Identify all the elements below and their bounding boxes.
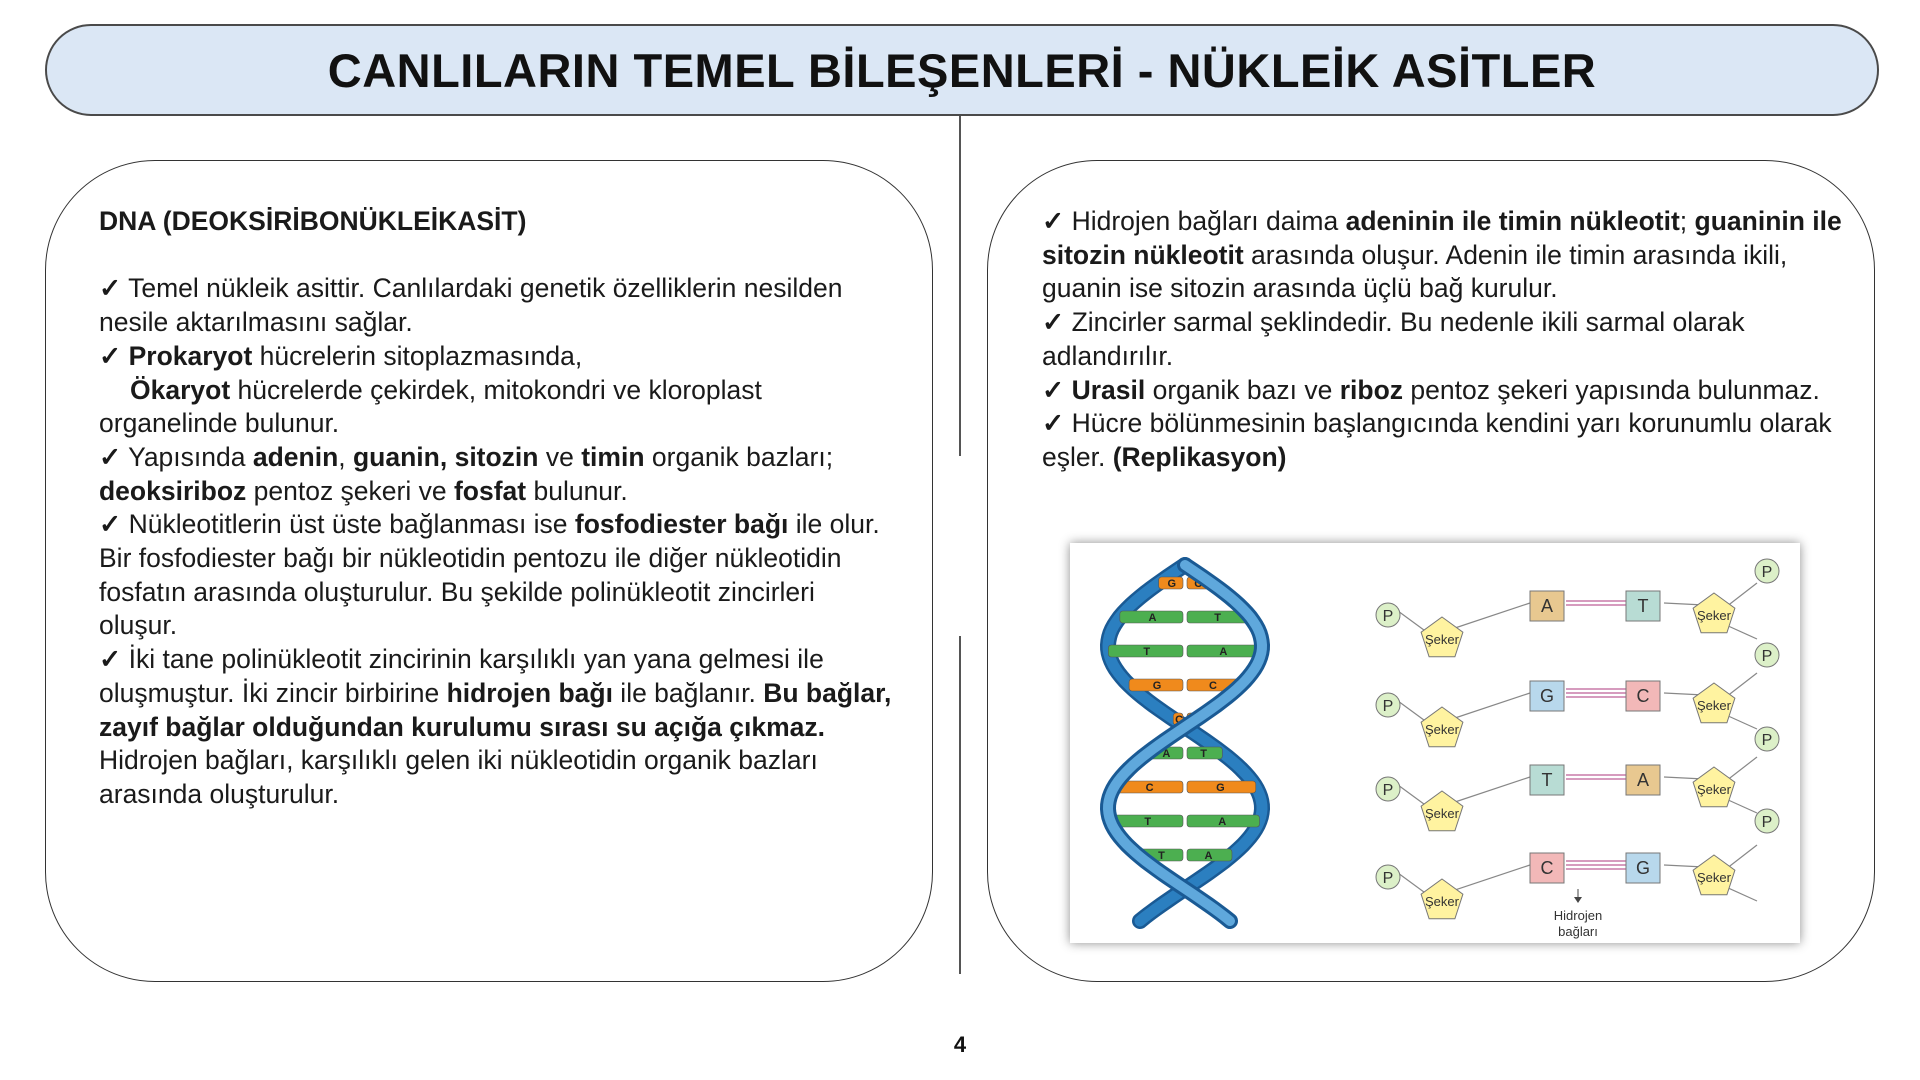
right-sugar-label: Şeker	[1697, 698, 1731, 713]
right-panel	[987, 160, 1875, 982]
right-sugar-phosphate-link	[1726, 625, 1757, 639]
left-sugar-label: Şeker	[1425, 894, 1459, 909]
right-sugar-phosphate-link	[1726, 887, 1757, 901]
right-phosphate-sugar-link	[1726, 583, 1757, 607]
left-paragraph-2	[99, 340, 899, 441]
ladder-base-right-label: T	[1637, 596, 1649, 616]
helix-base-label-right: T	[1214, 612, 1221, 624]
left-phosphate-sugar-link	[1398, 785, 1428, 807]
right-paragraph-2	[1042, 306, 1842, 373]
helix-base-label-left: A	[1162, 748, 1171, 760]
left-p3-t4: organik bazları;	[644, 441, 834, 472]
left-p3-t2: ,	[338, 441, 353, 472]
deoksiriboz-term: deoksiriboz	[99, 475, 247, 506]
ladder-base-right-label: C	[1636, 686, 1650, 706]
hbond-label-2: bağları	[1558, 924, 1598, 939]
dna-structure-figure	[1070, 543, 1800, 943]
right-phosphate-sugar-link	[1726, 673, 1757, 697]
right-phosphate-0-label: P	[1761, 564, 1773, 581]
left-paragraph-3	[99, 441, 899, 508]
right-p1-t1: Hidrojen bağları daima	[1071, 206, 1346, 236]
left-sugar-base-link	[1452, 865, 1530, 891]
timin-term: timin	[581, 441, 645, 472]
left-phosphate-sugar-link	[1398, 701, 1428, 723]
right-p3-t1: organik bazı ve	[1145, 374, 1340, 405]
right-phosphate-1-label: P	[1761, 648, 1773, 665]
left-p3-t6: bulunur.	[526, 475, 628, 506]
ladder-base-right-label: G	[1635, 858, 1651, 878]
left-phosphate-sugar-link	[1398, 873, 1428, 895]
center-divider-top	[959, 116, 961, 456]
right-p1-t3: arasında oluşur. Adenin ile timin arasında ikili, guanin ise sitozin arasında üçlü bağ kurulur.	[1042, 239, 1788, 304]
right-p3-t2: pentoz şekeri yapısında bulunmaz.	[1403, 374, 1820, 405]
checkmark-icon: ✓	[1042, 374, 1065, 405]
replikasyon-term: (Replikasyon)	[1112, 441, 1287, 472]
right-p1-t2: ;	[1679, 206, 1695, 236]
right-sugar-phosphate-link	[1726, 799, 1757, 813]
right-paragraph-3	[1042, 374, 1842, 408]
helix-base-label-right: A	[1218, 816, 1227, 828]
left-phosphate-label: P	[1382, 870, 1394, 887]
left-paragraph-1	[99, 272, 899, 339]
helix-base-label-left: A	[1148, 612, 1157, 624]
left-panel-content	[99, 205, 899, 812]
helix-base-label-left: G	[1152, 680, 1162, 692]
left-p2-text1: hücrelerin sitoplazmasında,	[252, 340, 583, 371]
left-p2-text2: hücrelerde çekirdek, mitokondri ve kloroplast organelinde bulunur.	[99, 374, 762, 439]
helix-base-label-right: A	[1219, 646, 1228, 658]
checkmark-icon: ✓	[99, 644, 122, 675]
helix-base-label-right: C	[1194, 578, 1203, 590]
right-phosphate-2-label: P	[1761, 732, 1773, 749]
helix-base-label-left: G	[1167, 578, 1177, 590]
right-sugar-label: Şeker	[1697, 608, 1731, 623]
right-phosphate-sugar-link	[1726, 845, 1757, 869]
left-p3-t1: Yapısında	[128, 441, 253, 472]
ladder-base-left-label: G	[1539, 686, 1555, 706]
right-sugar-phosphate-link	[1726, 715, 1757, 729]
helix-base-label-left: T	[1143, 646, 1151, 658]
right-paragraph-4	[1042, 407, 1842, 474]
right-panel-content	[1042, 205, 1842, 475]
left-p5-t1: İki tane polinükleotit zincirinin karşılıklı yan yana gelmesi ile oluşmuştur. İki zincir birbirine	[99, 644, 824, 708]
center-divider-bottom	[959, 636, 961, 974]
hbond-arrow-head	[1574, 897, 1582, 903]
helix-base-label-left: T	[1144, 816, 1152, 828]
dna-diagram	[1070, 543, 1800, 943]
right-paragraph-1	[1042, 205, 1842, 306]
checkmark-icon: ✓	[1042, 307, 1065, 338]
ladder-base-right-label: A	[1636, 770, 1650, 790]
helix-base-label-right: C	[1208, 680, 1217, 692]
prokaryot-term: Prokaryot	[128, 340, 253, 371]
left-phosphate-label: P	[1382, 698, 1394, 715]
guanin-sitozin-nukleotit-term: guaninin ile sitozin nükleotit	[1042, 206, 1842, 270]
guanin-sitozin-term: guanin, sitozin	[353, 441, 539, 472]
helix-base-label-left: C	[1175, 714, 1184, 726]
checkmark-icon: ✓	[99, 441, 122, 472]
hidrojen-bagi-term: hidrojen bağı	[446, 677, 613, 708]
left-p4-t2: ile olur. Bir fosfodiester bağı bir nükleotidin pentozu ile diğer nükleotidin fosfatın arasında oluşturulur. Bu şekilde polinükleotit zincirleri oluşur.	[99, 509, 880, 641]
left-sugar-label: Şeker	[1425, 806, 1459, 821]
left-panel	[45, 160, 933, 982]
ladder-base-left-label: A	[1540, 596, 1554, 616]
checkmark-icon: ✓	[99, 340, 122, 371]
helix-base-label-right: G	[1186, 714, 1196, 726]
left-paragraph-5	[99, 643, 899, 812]
ladder-base-left-label: C	[1540, 858, 1554, 878]
helix-base-label-right: T	[1200, 748, 1208, 760]
page-title: CANLILARIN TEMEL BİLEŞENLERİ - NÜKLEİK ASİTLER	[327, 43, 1597, 97]
fosfodiester-term: fosfodiester bağı	[574, 509, 789, 540]
left-sugar-label: Şeker	[1425, 722, 1459, 737]
dna-heading: DNA (DEOKSİRİBONÜKLEİKASİT)	[99, 206, 527, 236]
left-phosphate-sugar-link	[1398, 611, 1428, 633]
right-p2-text: Zincirler sarmal şeklindedir. Bu nedenle ikili sarmal olarak adlandırılır.	[1042, 307, 1745, 371]
helix-base-label-left: T	[1158, 850, 1165, 862]
right-sugar-label: Şeker	[1697, 782, 1731, 797]
left-p5-t2: ile bağlanır.	[612, 677, 764, 708]
left-p3-t5: pentoz şekeri ve	[246, 475, 454, 506]
left-p2-indent	[99, 375, 230, 405]
hbond-label-1: Hidrojen	[1553, 908, 1603, 923]
checkmark-icon: ✓	[99, 273, 122, 304]
zayif-bag-statement: Bu bağlar, zayıf bağlar olduğundan kurulumu sırası su açığa çıkmaz.	[99, 677, 892, 742]
left-sugar-base-link	[1452, 777, 1530, 803]
checkmark-icon: ✓	[1042, 206, 1065, 236]
helix-base-label-right: G	[1216, 782, 1225, 794]
checkmark-icon: ✓	[1042, 408, 1065, 439]
left-p4-t1: Nükleotitlerin üst üste bağlanması ise	[128, 509, 575, 540]
left-p1-text: Temel nükleik asittir. Canlılardaki genetik özelliklerin nesilden nesile aktarılmasını sağlar.	[99, 273, 843, 338]
left-sugar-base-link	[1452, 693, 1530, 719]
urasil-term: Urasil	[1071, 374, 1146, 405]
fosfat-term: fosfat	[453, 475, 527, 506]
left-p3-t3: ve	[538, 441, 582, 472]
left-p5-t3: Hidrojen bağları, karşılıklı gelen iki nükleotidin organik bazları arasında oluşturulur.	[99, 745, 818, 809]
page-number: 4	[953, 1032, 967, 1057]
ladder-base-left-label: T	[1541, 770, 1553, 790]
right-phosphate-3-label: P	[1761, 814, 1773, 831]
left-phosphate-label: P	[1382, 608, 1394, 625]
left-paragraph-4	[99, 508, 899, 643]
adenin-timin-term: adeninin ile timin nükleotit	[1345, 206, 1680, 236]
riboz-term: riboz	[1339, 374, 1404, 405]
helix-base-label-left: C	[1145, 782, 1154, 794]
okaryot-term: Ökaryot	[130, 374, 231, 405]
right-sugar-label: Şeker	[1697, 870, 1731, 885]
right-p4-t1: Hücre bölünmesinin başlangıcında kendini yarı korunumlu olarak eşler.	[1042, 408, 1832, 472]
left-phosphate-label: P	[1382, 782, 1394, 799]
checkmark-icon: ✓	[99, 509, 122, 540]
title-bar	[45, 24, 1879, 116]
left-sugar-label: Şeker	[1425, 632, 1459, 647]
right-phosphate-sugar-link	[1726, 757, 1757, 781]
adenin-term: adenin	[252, 441, 339, 472]
helix-base-label-right: A	[1204, 850, 1213, 862]
left-sugar-base-link	[1452, 603, 1530, 629]
